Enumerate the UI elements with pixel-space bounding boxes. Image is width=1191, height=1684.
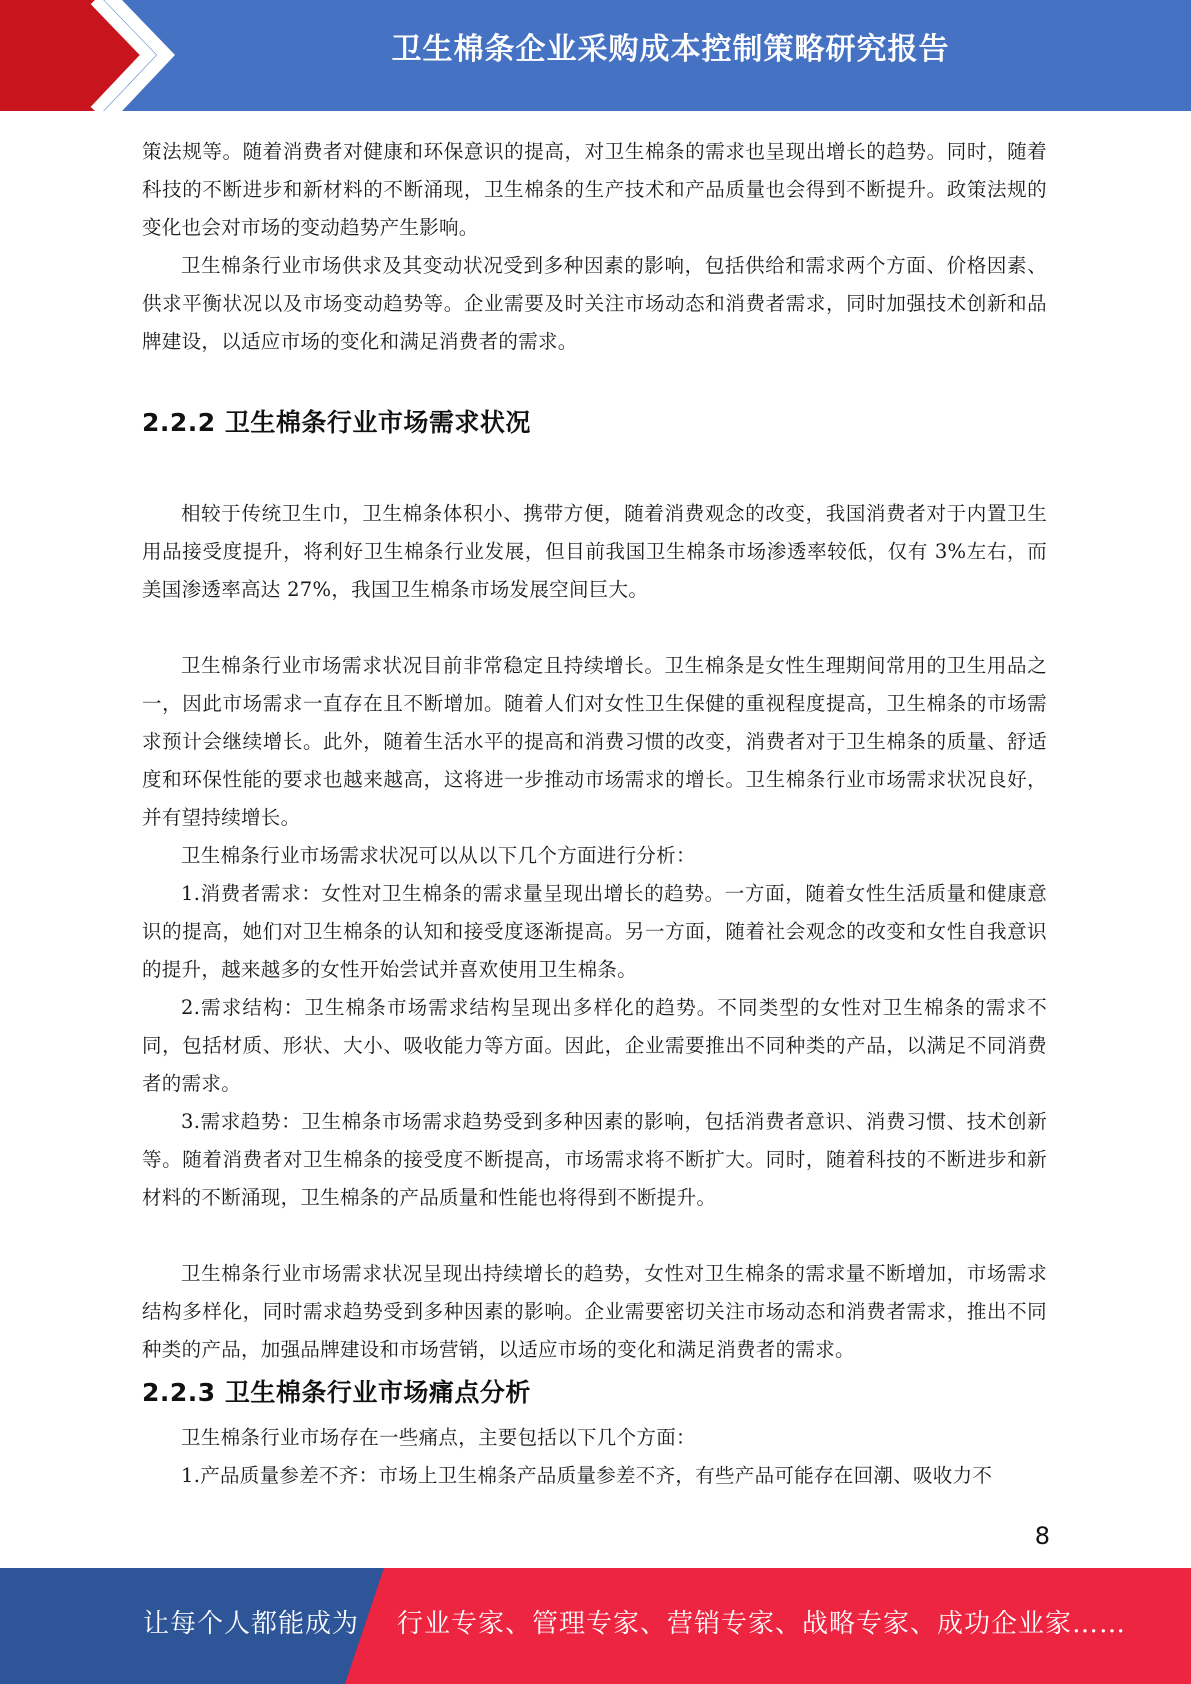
page-footer: [0, 1568, 1191, 1684]
list-item-demand-structure: 2.需求结构：卫生棉条市场需求结构呈现出多样化的趋势。不同类型的女性对卫生棉条的需求不同，包括材质、形状、大小、吸收能力等方面。因此，企业需要推出不同种类的产品，以满足不同消费者的需求。: [142, 996, 1047, 1095]
report-title: 卫生棉条企业采购成本控制策略研究报告: [391, 32, 950, 67]
list-item-product-quality: 1.产品质量参差不齐：市场上卫生棉条产品质量参差不齐，有些产品可能存在回潮、吸收力不: [181, 1464, 993, 1487]
body-paragraph: 策法规等。随着消费者对健康和环保意识的提高，对卫生棉条的需求也呈现出增长的趋势。同时，随着科技的不断进步和新材料的不断涌现，卫生棉条的生产技术和产品质量也会得到不断提升。政策法规的变化也会对市场的变动趋势产生影响。: [142, 140, 1047, 239]
footer-slogan-left: 让每个人都能成为: [143, 1609, 360, 1639]
page-content: [142, 133, 1047, 1495]
page-number: 8: [1034, 1522, 1050, 1550]
list-item-consumer-demand: 1.消费者需求：女性对卫生棉条的需求量呈现出增长的趋势。一方面，随着女性生活质量和健康意识的提高，她们对卫生棉条的认知和接受度逐渐提高。另一方面，随着社会观念的改变和女性自我意识的提升，越来越多的女性开始尝试并喜欢使用卫生棉条。: [142, 882, 1047, 981]
body-paragraph: 卫生棉条行业市场供求及其变动状况受到多种因素的影响，包括供给和需求两个方面、价格因素、供求平衡状况以及市场变动趋势等。企业需要及时关注市场动态和消费者需求，同时加强技术创新和品牌建设，以适应市场的变化和满足消费者的需求。: [142, 254, 1047, 353]
body-paragraph: 卫生棉条行业市场存在一些痛点，主要包括以下几个方面：: [181, 1426, 696, 1449]
section-heading-2-2-3: 2.2.3 卫生棉条行业市场痛点分析: [142, 1378, 531, 1407]
body-paragraph: 卫生棉条行业市场需求状况呈现出持续增长的趋势，女性对卫生棉条的需求量不断增加，市场需求结构多样化，同时需求趋势受到多种因素的影响。企业需要密切关注市场动态和消费者需求，推出不同种类的产品，加强品牌建设和市场营销，以适应市场的变化和满足消费者的需求。: [142, 1262, 1047, 1361]
page-header: [0, 0, 1191, 111]
list-item-demand-trend: 3.需求趋势：卫生棉条市场需求趋势受到多种因素的影响，包括消费者意识、消费习惯、技术创新等。随着消费者对卫生棉条的接受度不断提高，市场需求将不断扩大。同时，随着科技的不断进步和新材料的不断涌现，卫生棉条的产品质量和性能也将得到不断提升。: [142, 1110, 1047, 1209]
section-heading-2-2-2: 2.2.2 卫生棉条行业市场需求状况: [142, 408, 531, 437]
body-paragraph: 相较于传统卫生巾，卫生棉条体积小、携带方便，随着消费观念的改变，我国消费者对于内置卫生用品接受度提升，将利好卫生棉条行业发展，但目前我国卫生棉条市场渗透率较低，仅有 3%左右，而美国渗透率高达 27%，我国卫生棉条市场发展空间巨大。: [142, 502, 1047, 601]
footer-slogan-right: 行业专家、管理专家、营销专家、战略专家、成功企业家……: [397, 1609, 1127, 1639]
body-paragraph: 卫生棉条行业市场需求状况目前非常稳定且持续增长。卫生棉条是女性生理期间常用的卫生用品之一，因此市场需求一直存在且不断增加。随着人们对女性卫生保健的重视程度提高，卫生棉条的市场需求预计会继续增长。此外，随着生活水平的提高和消费习惯的改变，消费者对于卫生棉条的质量、舒适度和环保性能的要求也越来越高，这将进一步推动市场需求的增长。卫生棉条行业市场需求状况良好，并有望持续增长。: [142, 654, 1047, 829]
body-paragraph: 卫生棉条行业市场需求状况可以从以下几个方面进行分析：: [181, 844, 696, 867]
